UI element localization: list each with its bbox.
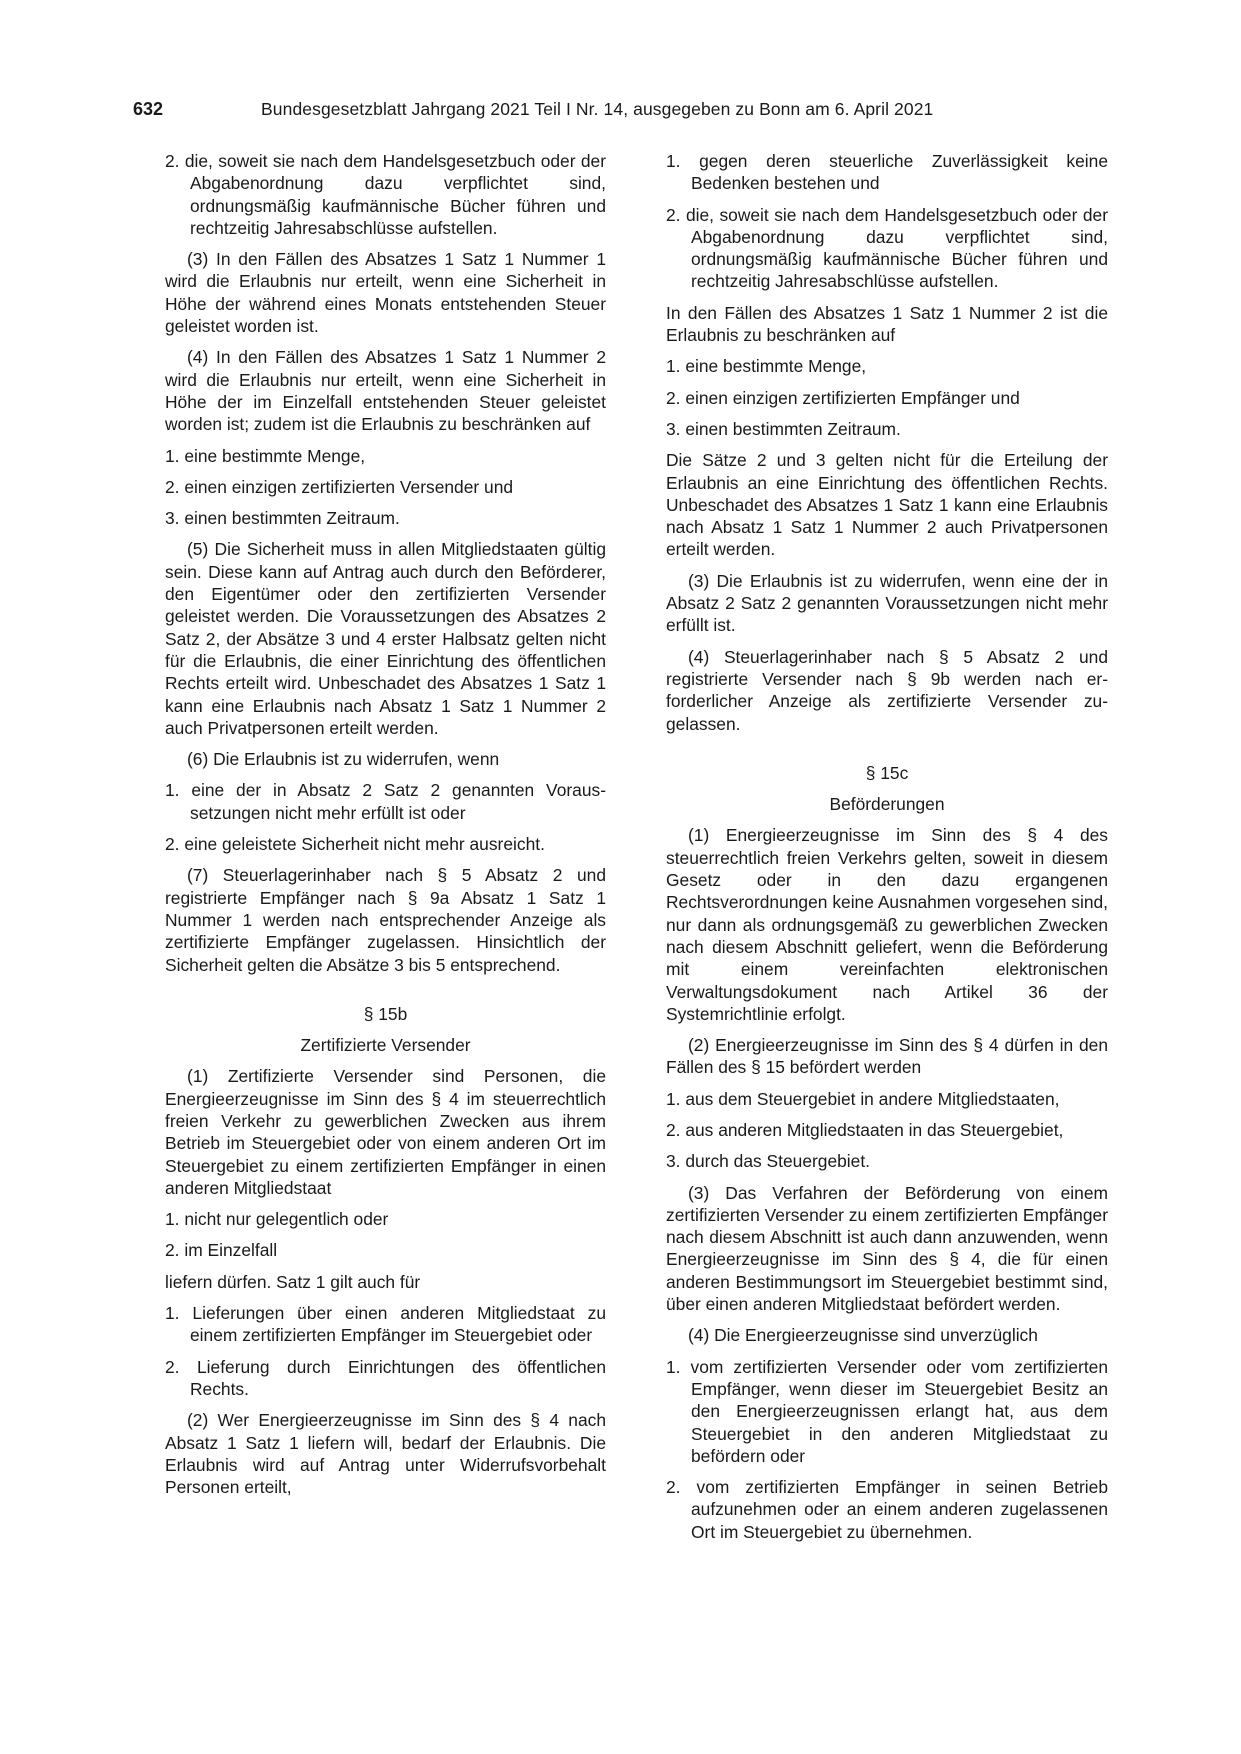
section-title: Zertifizierte Versender xyxy=(300,1035,471,1056)
page-header xyxy=(133,99,1109,123)
paragraph: liefern dürfen. Satz 1 gilt auch für xyxy=(165,1271,421,1292)
list-item: 2. einen einzigen zertifizierten Versender und xyxy=(165,476,514,497)
list-item: 2. eine geleistete Sicherheit nicht mehr ausreicht. xyxy=(165,834,545,855)
list-item: 1. aus dem Steuergebiet in andere Mitgliedstaaten, xyxy=(666,1088,1060,1109)
list-item: 3. einen bestimmten Zeitraum. xyxy=(666,418,901,439)
paragraph: (1) Zertifizierte Versender sind Personen, die Energieerzeugnisse im Sinn des § 4 im steuerrechtlich freien Verkehr zu gewerblichen Zwecken aus ihrem Betrieb im Steuergebiet oder von einem anderen Ort im Steuergebiet zu einem zertifizierten Empfänger in einen anderen Mitgliedstaat xyxy=(165,1066,606,1198)
list-item: 2. vom zertifizierten Empfänger in seinen Betrieb aufzunehmen oder an einem anderen zugelassenen Ort im Steuergebiet zu übernehmen. xyxy=(666,1477,1108,1542)
paragraph: (1) Energieerzeugnisse im Sinn des § 4 des steuerrechtlich freien Verkehrs gelten, soweit in diesem Gesetz oder in den dazu ergangenen Rechtsverordnungen keine Ausnahmen vorgesehen sind, nur dann als ordnungsgemäß zu gewerblichen Zwecken nach diesem Abschnitt geliefert, wenn die Beförderung mit einem vereinfachten elektronischen Verwaltungsdokument nach Artikel 36 der Systemrichtlinie erfolgt. xyxy=(666,825,1108,1024)
section-title: Beförderungen xyxy=(829,794,945,815)
list-item: 3. durch das Steuergebiet. xyxy=(666,1151,870,1172)
paragraph: (3) Das Verfahren der Beförderung von einem zertifizierten Versender zu einem zertifizierten Empfänger nach diesem Abschnitt ist auch dann anzuwenden, wenn Energieerzeugnisse im Sinn des § 4, die für einen anderen Bestimmungsort im Steuergebiet bestimmt sind, über einen anderen Mitgliedstaat befördert werden. xyxy=(666,1182,1108,1315)
paragraph: (2) Energieerzeugnisse im Sinn des § 4 dürfen in den Fällen des § 15 befördert werden xyxy=(666,1035,1108,1078)
paragraph: (5) Die Sicherheit muss in allen Mitgliedstaaten gültig sein. Diese kann auf Antrag auch durch den Beförderer, den Eigentümer oder den zertifizierten Versender geleistet werden. Die Voraussetzungen des Absatzes 2 Satz 2, der Absätze 3 und 4 erster Halbsatz gelten nicht für die Erlaubnis, die einer Einrichtung des öffentlichen Rechts erteilt wird. Unbeschadet des Absatzes 1 Satz 1 kann eine Erlaubnis nach Absatz 1 Satz 1 Nummer 2 auch Privatpersonen erteilt werden. xyxy=(165,539,606,738)
list-item: 2. die, soweit sie nach dem Handelsgesetzbuch oder der Abgabenordnung dazu verpflichtet sind, ordnungsmäßig kaufmännische Bücher führen und rechtzeitig Jahresabschlüsse aufstellen. xyxy=(666,204,1108,292)
list-item: 1. gegen deren steuerliche Zuverlässigkeit keine Bedenken bestehen und xyxy=(666,151,1108,194)
paragraph: (4) Steuerlagerinhaber nach § 5 Absatz 2 und registrierte Versender nach § 9b werden nach erforderlicher Anzeige als zertifizierte Versender zugelassen. xyxy=(666,646,1108,734)
gazette-header-title: Bundesgesetzblatt Jahrgang 2021 Teil I Nr. 14, ausgegeben zu Bonn am 6. April 2021 xyxy=(261,99,934,119)
list-item: 2. Lieferung durch Einrichtungen des öffentlichen Rechts. xyxy=(165,1356,606,1399)
paragraph: (4) Die Energieerzeugnisse sind unverzüglich xyxy=(688,1325,1038,1346)
left-text-column xyxy=(165,150,606,1507)
list-item: 1. eine der in Absatz 2 Satz 2 genannten Voraussetzungen nicht mehr erfüllt ist oder xyxy=(165,780,606,823)
list-item: 1. nicht nur gelegentlich oder xyxy=(165,1209,389,1230)
list-item: 2. im Einzelfall xyxy=(165,1240,278,1261)
page-number: 632 xyxy=(133,99,164,119)
list-item: 2. einen einzigen zertifizierten Empfänger und xyxy=(666,387,1020,408)
paragraph: (4) In den Fällen des Absatzes 1 Satz 1 Nummer 2 wird die Erlaubnis nur erteilt, wenn eine Sicherheit in Höhe der im Einzelfall entstehenden Steuer geleistet worden ist; zudem ist die Erlaubnis zu beschränken auf xyxy=(165,347,606,435)
paragraph: (6) Die Erlaubnis ist zu widerrufen, wenn xyxy=(187,749,500,770)
paragraph: (7) Steuerlagerinhaber nach § 5 Absatz 2 und registrierte Empfänger nach § 9a Absatz 1 Satz 1 Nummer 1 werden nach entsprechender Anzeige als zertifizierte Empfänger zugelassen. Hinsichtlich der Sicherheit gelten die Absätze 3 bis 5 entsprechend. xyxy=(165,865,606,975)
list-item: 2. aus anderen Mitgliedstaaten in das Steuergebiet, xyxy=(666,1119,1064,1140)
list-item: 1. vom zertifizierten Versender oder vom zertifizierten Empfänger, wenn dieser im Steuergebiet Besitz an den Energieerzeugnissen erlangt hat, aus dem Steuergebiet in den anderen Mitgliedstaat zu befördern oder xyxy=(666,1356,1108,1466)
list-item: 1. eine bestimmte Menge, xyxy=(165,445,366,466)
paragraph: (2) Wer Energieerzeugnisse im Sinn des § 4 nach Absatz 1 Satz 1 liefern will, bedarf der Erlaubnis. Die Erlaubnis wird auf Antrag unter Widerrufsvorbehalt Personen erteilt, xyxy=(165,1410,606,1498)
list-item: 2. die, soweit sie nach dem Handelsgesetzbuch oder der Abgabenordnung dazu verpflichtet sind, ordnungsmäßig kaufmännische Bücher führen und rechtzeitig Jahresabschlüsse aufstellen. xyxy=(165,151,606,238)
list-item: 1. eine bestimmte Menge, xyxy=(666,356,867,377)
section-heading: § 15b xyxy=(363,1003,408,1024)
paragraph: Die Sätze 2 und 3 gelten nicht für die Erteilung der Erlaubnis an eine Einrichtung des öffentlichen Rechts. Unbeschadet des Absatzes 1 Satz 1 kann eine Erlaubnis nach Absatz 1 Satz 1 Nummer 2 auch Privatpersonen erteilt werden. xyxy=(666,450,1108,560)
list-item: 3. einen bestimmten Zeitraum. xyxy=(165,508,400,529)
list-item: 1. Lieferungen über einen anderen Mitgliedstaat zu einem zertifizierten Empfänger im Steuergebiet oder xyxy=(165,1303,606,1346)
right-text-column xyxy=(666,150,1108,1552)
paragraph: (3) Die Erlaubnis ist zu widerrufen, wenn eine der in Absatz 2 Satz 2 genannten Voraussetzungen nicht mehr erfüllt ist. xyxy=(666,570,1108,636)
paragraph: (3) In den Fällen des Absatzes 1 Satz 1 Nummer 1 wird die Erlaubnis nur erteilt, wenn eine Sicherheit in Höhe der während eines Monats entstehenden Steuer geleistet worden ist. xyxy=(165,249,606,337)
paragraph: In den Fällen des Absatzes 1 Satz 1 Nummer 2 ist die Erlaubnis zu beschränken auf xyxy=(666,302,1108,346)
section-heading: § 15c xyxy=(865,762,909,783)
